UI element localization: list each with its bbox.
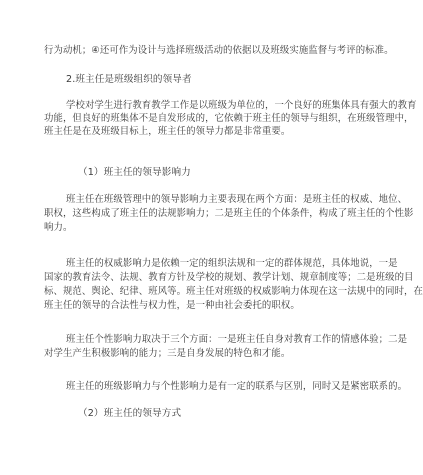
- heading-text: 2.班主任是班级组织的领导者: [66, 74, 192, 85]
- subheading-text: （1）班主任的领导影响力: [78, 167, 191, 178]
- text-line: 标、规范、舆论、纪律、班风等。班主任对班级的权威影响力体现在这一法规中的同时，在: [44, 286, 423, 297]
- text-line: 职权，这些构成了班主任的法规影响力；二是班主任的个体条件，构成了班主任的个性影: [44, 208, 414, 219]
- text-line: 班主任个性影响力取决于三个方面：一是班主任自身对教育工作的情感体验；二是: [66, 334, 408, 345]
- text-line: 班主任是在及班级目标上，班主任的领导力都是非常重要。: [44, 126, 291, 137]
- text-line: 班主任在班级管理中的领导影响力主要表现在两个方面：是班主任的权威、地位、: [66, 194, 408, 205]
- text-line: 功能，但良好的班集体不是自发形成的，它依赖于班主任的领导与组织，在班级管理中，: [44, 113, 414, 124]
- text-line: 对学生产生积极影响的能力；三是自身发展的特色和才能。: [44, 348, 291, 359]
- text-line: 学校对学生进行教育教学工作是以班级为单位的，一个良好的班集体具有强大的教育: [66, 100, 417, 111]
- text-line: 班主任的权威影响力是依赖一定的组织法规和一定的群体规范，具体地说，一是: [66, 258, 398, 269]
- text-line: 行为动机；④还可作为设计与选择班级活动的依据以及班级实施监督与考评的标准。: [44, 45, 394, 56]
- text-line: 班主任的班级影响力与个性影响力是有一定的联系与区别，同时又是紧密联系的。: [66, 381, 408, 392]
- text-line: 国家的教育法令、法规、教育方针及学校的规划、教学计划、规章制度等；二是班级的目: [44, 272, 414, 283]
- text-line: 响力。: [44, 222, 73, 233]
- text-line: 班主任的领导的合法性与权力性，是一种由社会委托的职权。: [44, 300, 300, 311]
- subheading-text: （2）班主任的领导方式: [78, 408, 182, 419]
